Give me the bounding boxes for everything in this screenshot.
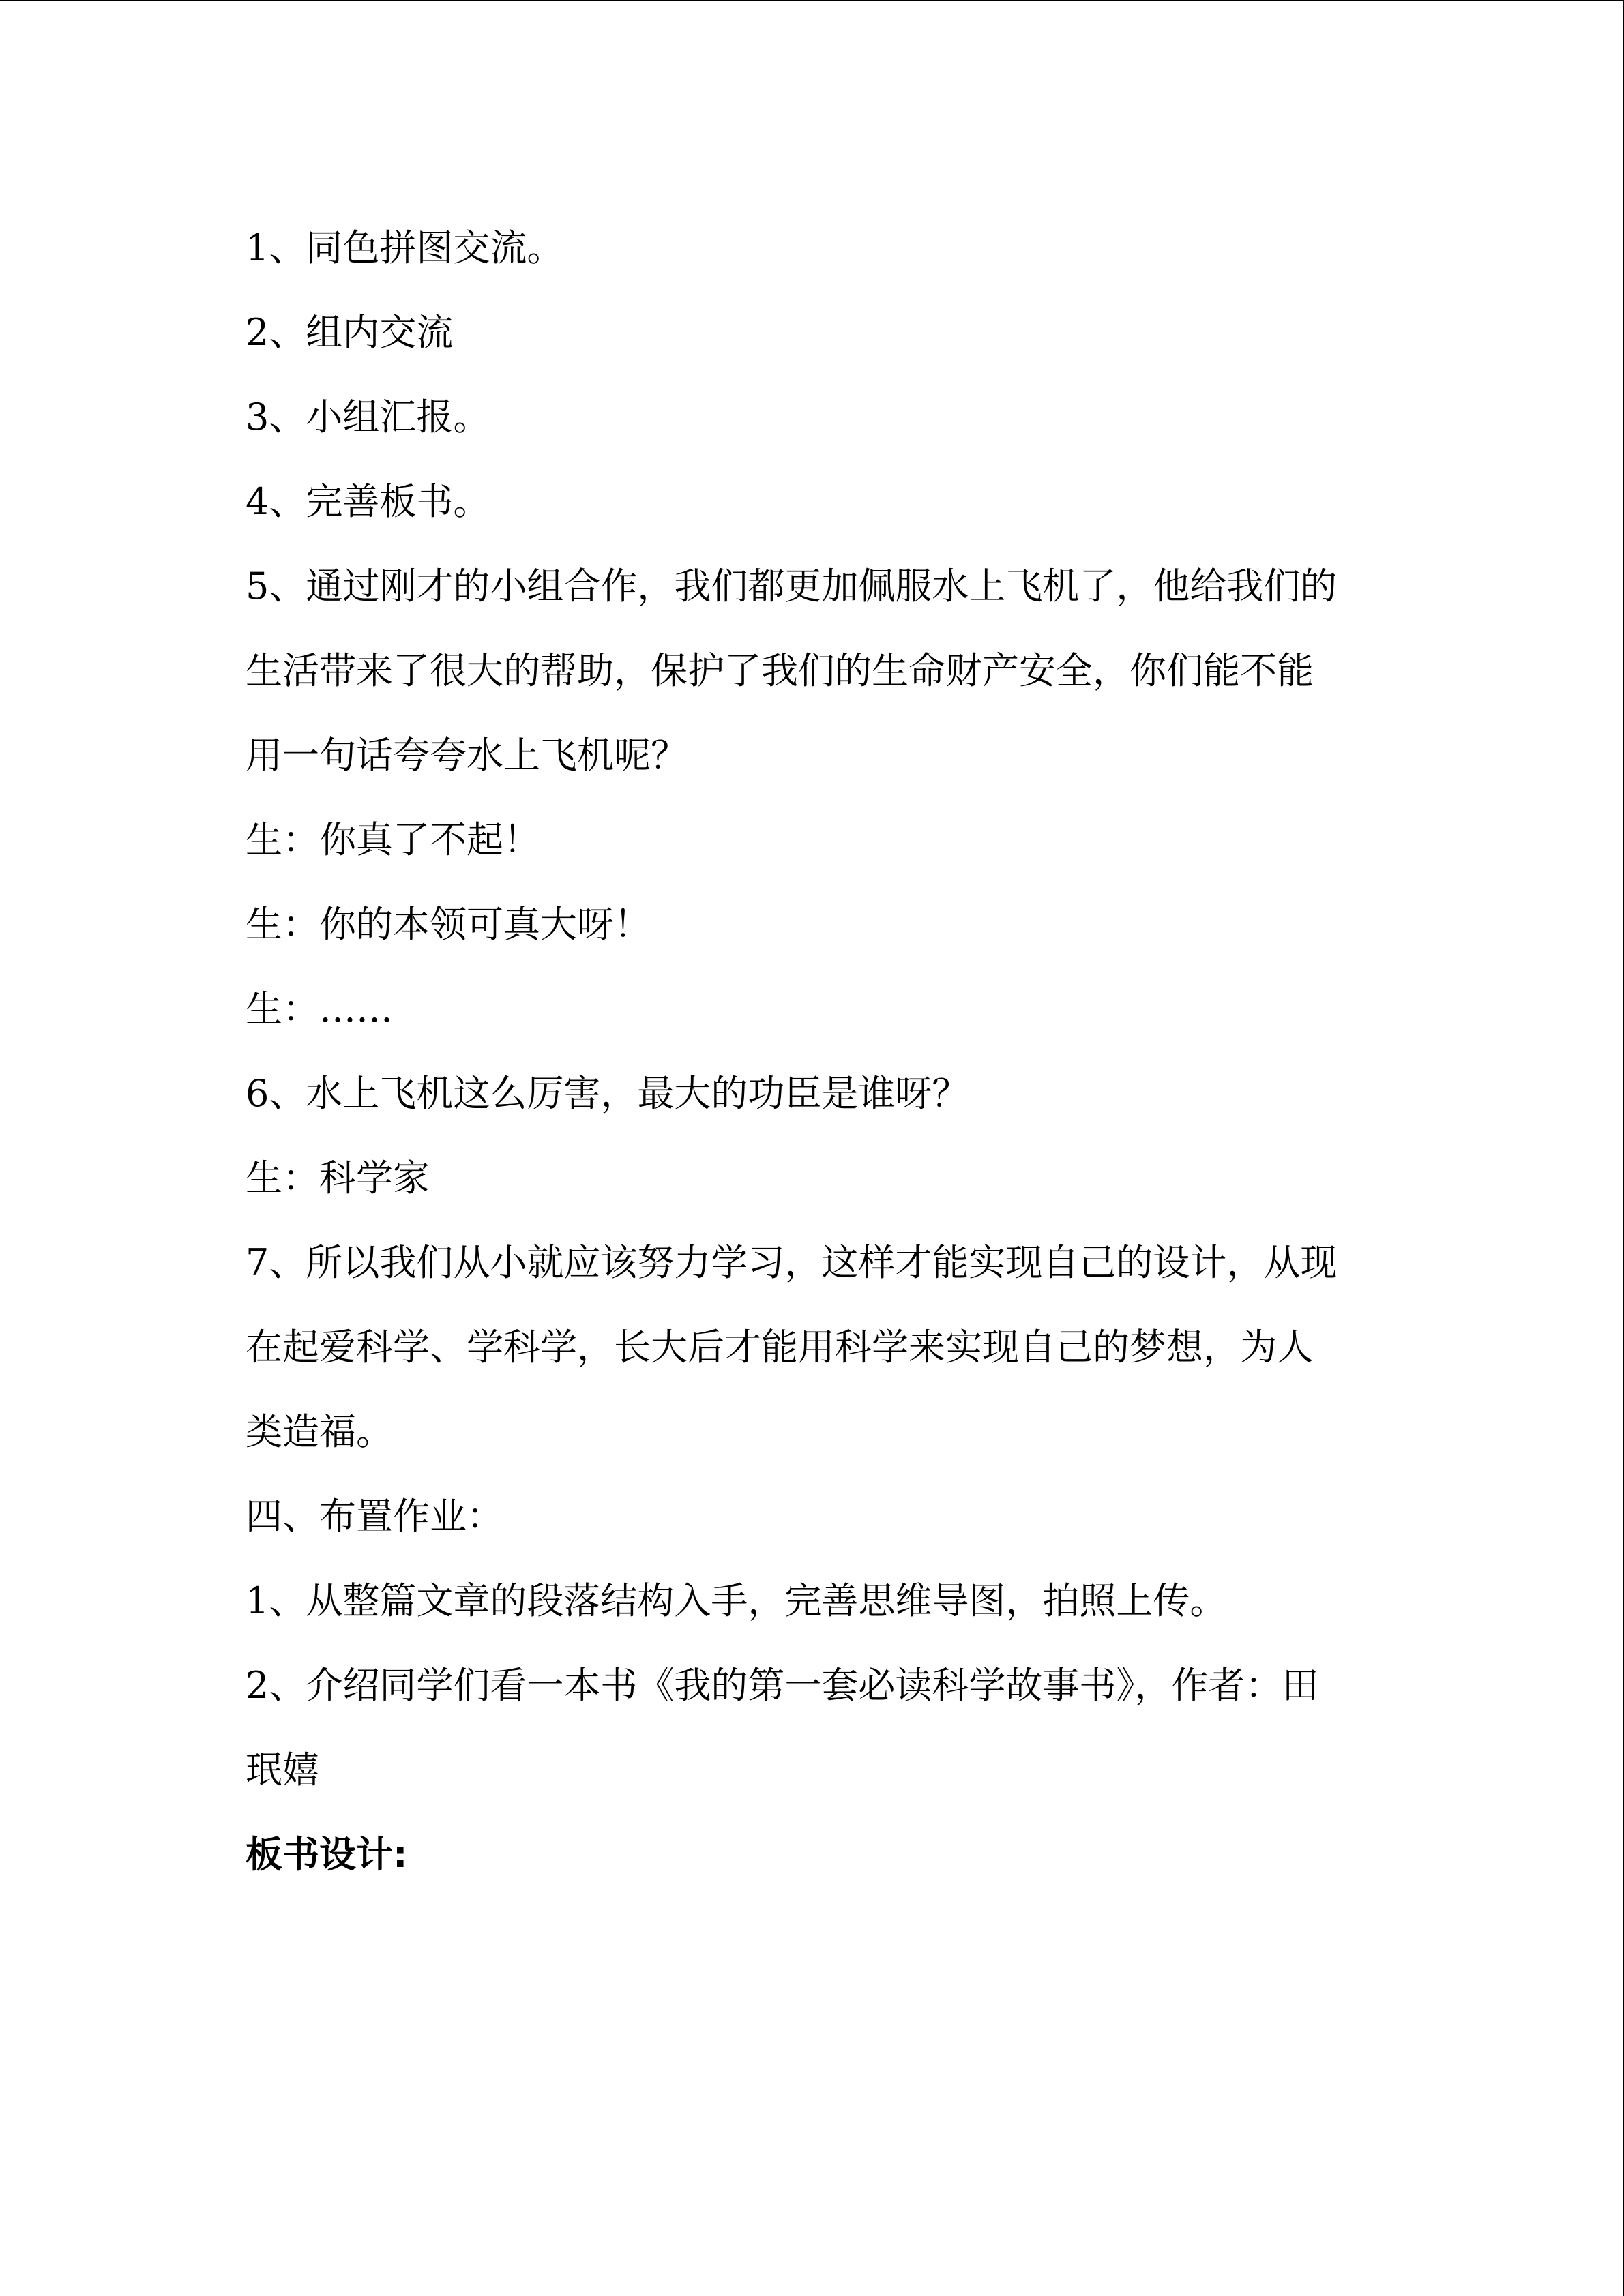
paragraph-line-8: 生：你真了不起！ <box>246 818 540 861</box>
document-body <box>246 206 1378 1897</box>
paragraph-line-10: 生：…… <box>246 987 393 1030</box>
paragraph-line-7: 用一句话夸夸水上飞机呢？ <box>246 734 688 777</box>
paragraph-line-1: 1、同色拼图交流。 <box>246 226 564 269</box>
paragraph-line-9: 生：你的本领可真大呀！ <box>246 903 651 946</box>
paragraph-line-12: 生：科学家 <box>246 1157 430 1199</box>
section-heading-board-design: 板书设计: <box>246 1833 408 1876</box>
paragraph-line-4: 4、完善板书。 <box>246 480 490 523</box>
paragraph-line-14: 在起爱科学、学科学，长大后才能用科学来实现自己的梦想，为人 <box>246 1326 1314 1369</box>
paragraph-line-17: 1、从整篇文章的段落结构入手，完善思维导图，拍照上传。 <box>246 1579 1227 1622</box>
paragraph-line-13: 7、所以我们从小就应该努力学习，这样才能实现自己的设计，从现 <box>246 1241 1338 1284</box>
paragraph-line-15: 类造福。 <box>246 1410 393 1453</box>
paragraph-line-18: 2、介绍同学们看一本书《我的第一套必读科学故事书》，作者：田 <box>246 1664 1319 1707</box>
paragraph-line-3: 3、小组汇报。 <box>246 396 490 438</box>
paragraph-line-2: 2、组内交流 <box>246 311 454 354</box>
section-heading-homework: 四、布置作业： <box>246 1495 503 1538</box>
paragraph-line-6: 生活带来了很大的帮助，保护了我们的生命财产安全，你们能不能 <box>246 649 1314 692</box>
paragraph-line-19: 珉嬉 <box>246 1748 319 1791</box>
paragraph-line-5: 5、通过刚才的小组合作，我们都更加佩服水上飞机了，他给我们的 <box>246 565 1338 608</box>
paragraph-line-11: 6、水上飞机这么厉害，最大的功臣是谁呀？ <box>246 1072 969 1115</box>
